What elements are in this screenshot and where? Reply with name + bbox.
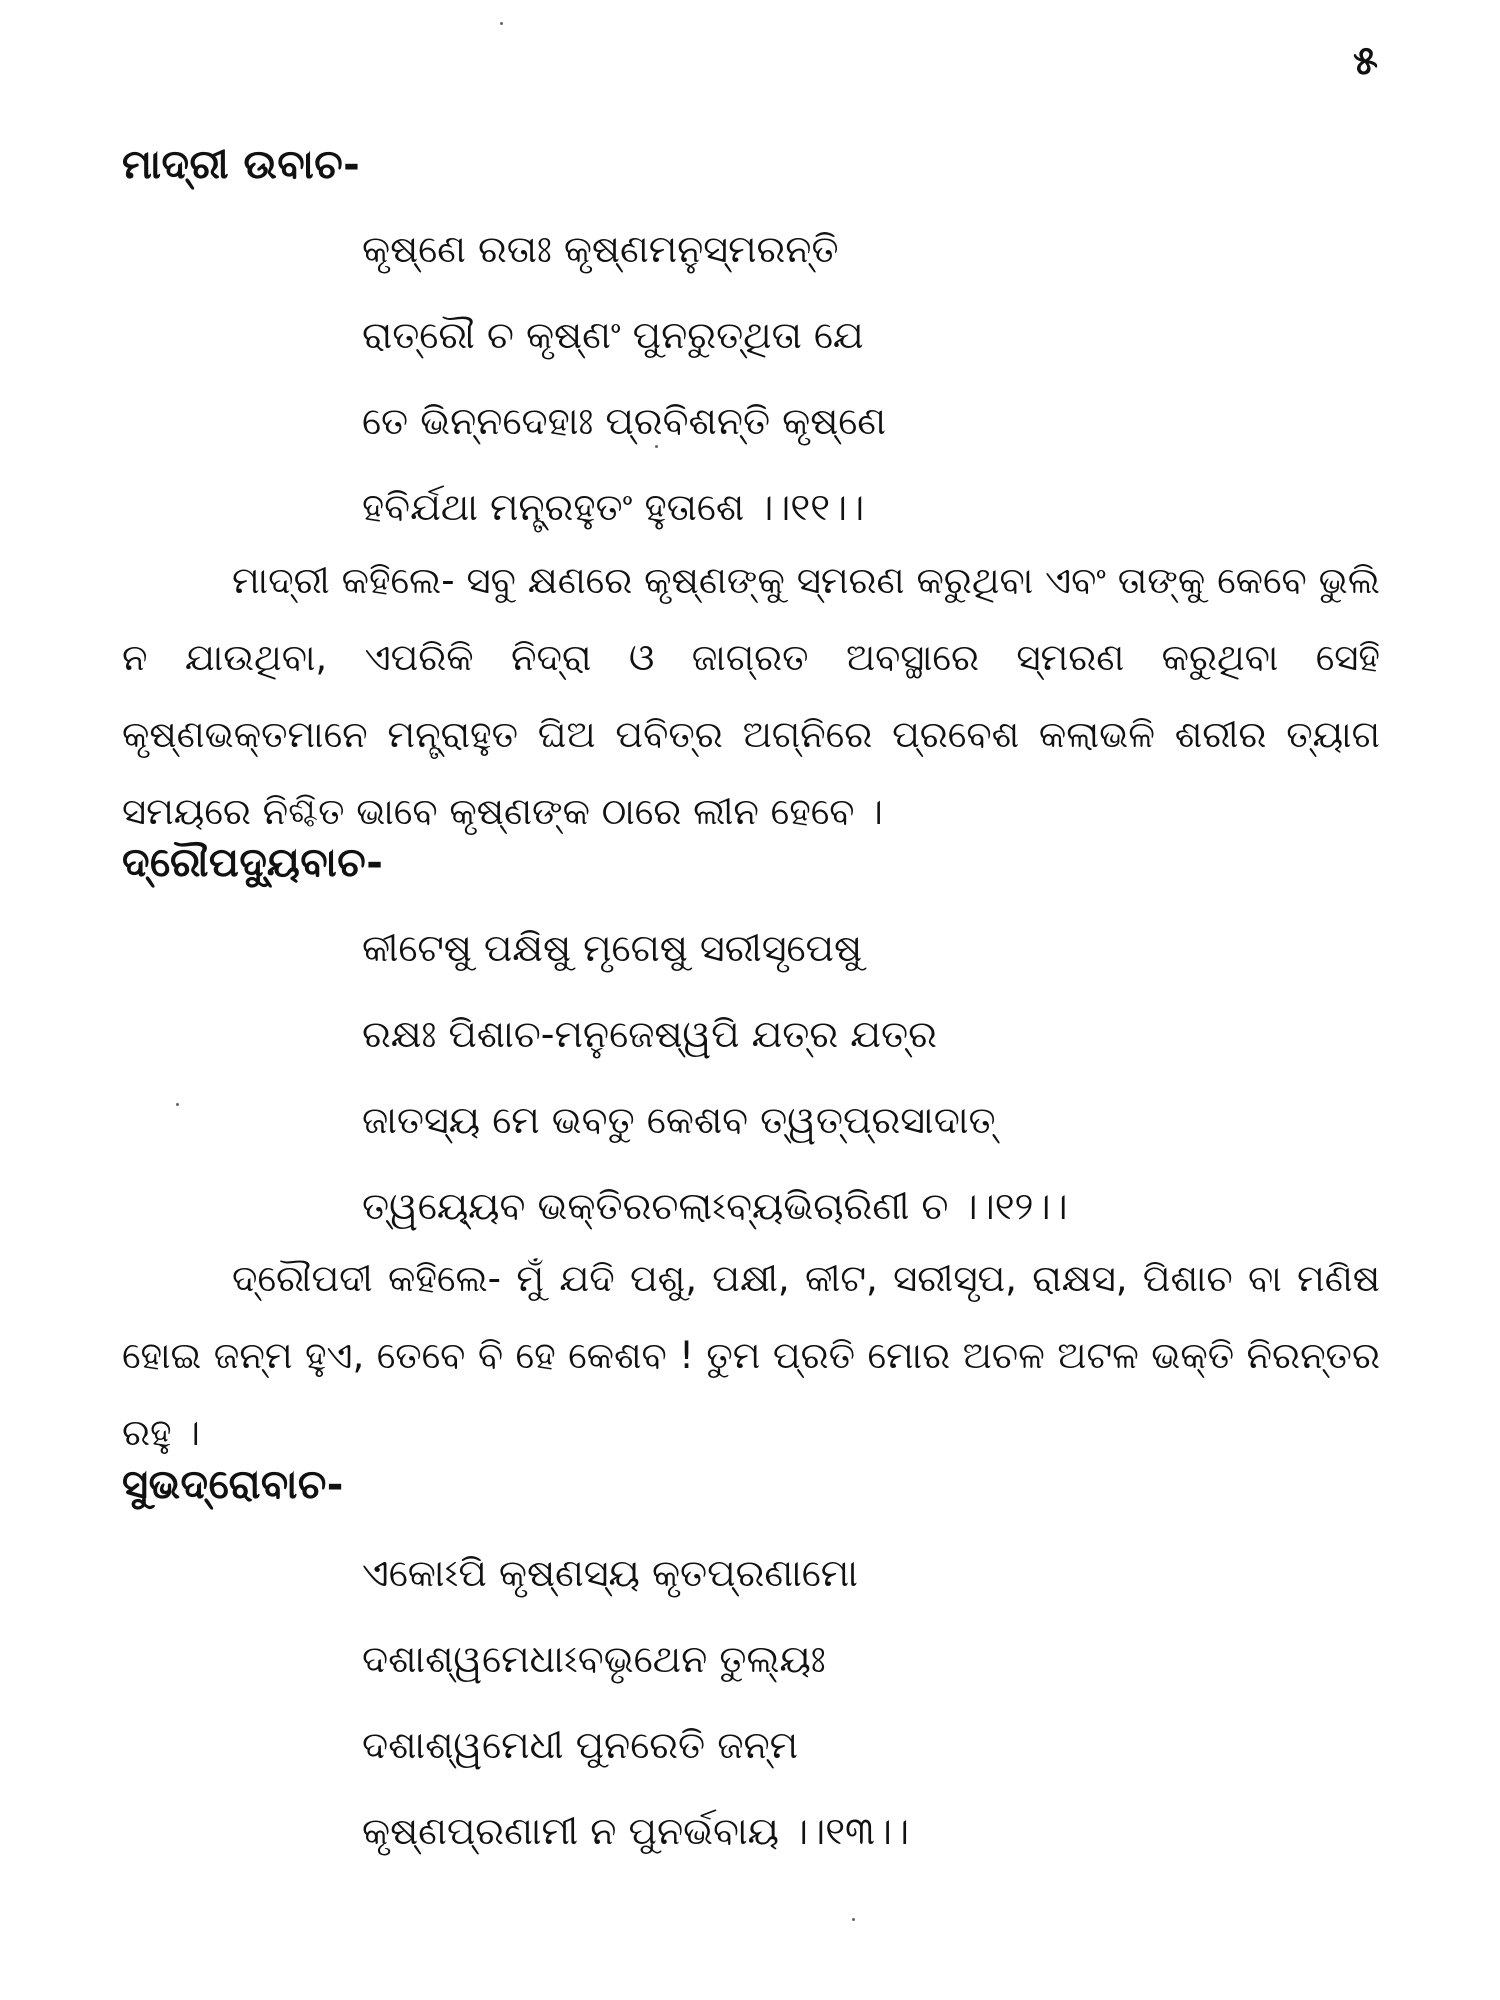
verse-line: ଏକୋଽପି କୃଷ୍ଣସ୍ୟ କୃତପ୍ରଣାମୋ	[362, 1551, 858, 1595]
verse-line: କୃଷ୍ଣେ ରତାଃ କୃଷ୍ଣମନୁସ୍ମରନ୍ତି	[362, 227, 839, 271]
speaker-heading-draupadi: ଦ୍ରୌପଦ୍ୟୁବାଚ-	[122, 840, 384, 886]
translation-paragraph-madri: ମାଦ୍ରୀ କହିଲେ- ସବୁ କ୍ଷଣରେ କୃଷ୍ଣଙ୍କୁ ସ୍ମରଣ କରୁଥିବା ଏବଂ ତାଙ୍କୁ କେବେ ଭୁଲି ନ ଯାଉଥିବା, ଏପରିକି ନିଦ୍ରା ଓ ଜାଗ୍ରତ ଅବସ୍ଥାରେ ସ୍ମରଣ କରୁଥିବା ସେହି କୃଷ୍ଣଭକ୍ତମାନେ ମନ୍ତ୍ରାହୁତ ଘିଅ ପବିତ୍ର ଅଗ୍ନିରେ ପ୍ରବେଶ କଲାଭଳି ଶରୀର ତ୍ୟାଗ ସମୟରେ ନିଶ୍ଚିତ ଭାବେ କୃଷ୍ଣଙ୍କ ଠାରେ ଲୀନ ହେବେ ।	[122, 559, 1380, 833]
page-number: ୫	[1353, 38, 1378, 84]
verse-line: ଜାତସ୍ୟ ମେ ଭବତୁ କେଶବ ତ୍ୱତ୍‌ପ୍ରସାଦାତ୍	[362, 1098, 996, 1142]
scan-speck	[852, 1918, 855, 1921]
verse-line: ତ୍ୱୟ୍ୟେବ ଭକ୍ତିରଚଲାଽବ୍ୟଭିଚାରିଣୀ ଚ ।।୧୨।।	[362, 1184, 1068, 1228]
translation-paragraph-draupadi: ଦ୍ରୌପଦୀ କହିଲେ- ମୁଁ ଯଦି ପଶୁ, ପକ୍ଷୀ, କୀଟ, ସରୀସୃପ, ରାକ୍ଷସ, ପିଶାଚ ବା ମଣିଷ ହୋଇ ଜନ୍ମ ହୁଏ, ତେବେ ବି ହେ କେଶବ ! ତୁମ ପ୍ରତି ମୋର ଅଚଳ ଅଟଳ ଭକ୍ତି ନିରନ୍ତର ରହୁ ।	[122, 1257, 1380, 1454]
verse-block-13	[362, 1530, 1412, 1874]
scan-speck	[176, 1103, 179, 1106]
verse-line: ରାତ୍ରୌ ଚ କୃଷ୍ଣଂ ପୁନରୁତ୍‌ଥିତା ଯେ	[362, 313, 864, 357]
verse-line: କୀଟେଷୁ ପକ୍ଷିଷୁ ମୃଗେଷୁ ସରୀସୃପେଷୁ	[362, 926, 863, 970]
verse-line: ରକ୍ଷଃ ପିଶାଚ-ମନୁଜେଷ୍ୱପି ଯତ୍ର ଯତ୍ର	[362, 1012, 937, 1056]
verse-line: ହବିର୍ଯଥା ମନ୍ତ୍ରହୁତଂ ହୁତାଶେ ।।୧୧।।	[362, 485, 865, 529]
verse-line: କୃଷ୍ଣପ୍ରଣାମୀ ନ ପୁନର୍ଭବାୟ ।।୧୩।।	[362, 1809, 910, 1853]
speaker-heading-subhadra: ସୁଭଦ୍ରୋବାଚ-	[122, 1462, 344, 1508]
verse-block-11	[362, 206, 1412, 550]
verse-line: ତେ ଭିନ୍ନଦେହାଃ ପ୍ରବିଶନ୍ତି କୃଷ୍ଣେ	[362, 399, 887, 443]
scan-speck	[500, 22, 503, 25]
verse-block-12	[362, 905, 1412, 1249]
speaker-heading-madri: ମାଦ୍ରୀ ଉବାଚ-	[122, 142, 361, 188]
verse-line: ଦଶାଶ୍ୱମେଧୀ ପୁନରେତି ଜନ୍ମ	[362, 1723, 799, 1767]
verse-line: ଦଶାଶ୍ୱମେଧାଽବଭୃଥେନ ତୁଲ୍ୟଃ	[362, 1637, 826, 1681]
scan-speck	[655, 445, 658, 448]
